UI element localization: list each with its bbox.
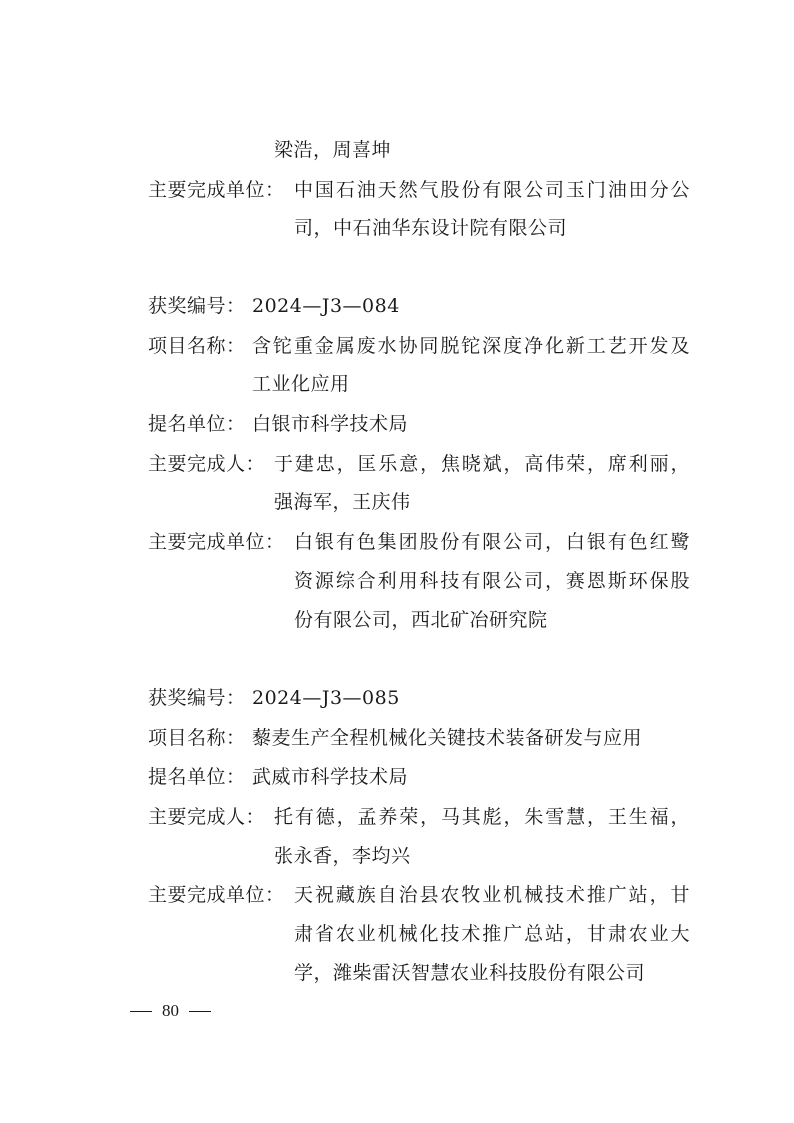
units-line-3-085: 学，潍柴雷沃智慧农业科技股份有限公司 xyxy=(294,962,646,984)
footer-dash-right xyxy=(189,1011,211,1012)
persons-line-1-084: 于建忠，匡乐意，焦晓斌，高伟荣，席利丽， xyxy=(274,453,690,475)
persons-line-2-085: 张永香，李均兴 xyxy=(274,845,411,867)
persons-label-085: 主要完成人： xyxy=(148,806,266,828)
award-label-084: 获奖编号： xyxy=(148,295,246,317)
project-name-line-1-084: 含铊重金属废水协同脱铊深度净化新工艺开发及 xyxy=(252,335,690,357)
project-name-085: 藜麦生产全程机械化关键技术装备研发与应用 xyxy=(252,727,643,749)
persons-line-2-084: 强海军，王庆伟 xyxy=(274,491,411,513)
nominator-label-085: 提名单位： xyxy=(148,766,246,788)
prev-persons-continuation: 梁浩，周喜坤 xyxy=(274,139,392,161)
units-line-1-084: 白银有色集团股份有限公司，白银有色红鹭 xyxy=(294,531,690,553)
award-number-084: 2024—J3—084 xyxy=(252,295,400,317)
project-label-085: 项目名称： xyxy=(148,727,246,749)
page-number: 80 xyxy=(162,1001,179,1020)
units-line-2-084: 资源综合利用科技有限公司，赛恩斯环保股 xyxy=(294,570,690,592)
project-name-line-2-084: 工业化应用 xyxy=(252,373,350,395)
units-label-085: 主要完成单位： xyxy=(148,884,285,906)
prev-units-line-2: 司，中石油华东设计院有限公司 xyxy=(294,217,568,239)
prev-units-line-1: 中国石油天然气股份有限公司玉门油田分公 xyxy=(294,179,690,201)
page-footer xyxy=(120,1000,221,1022)
nominator-085: 武威市科学技术局 xyxy=(252,766,409,788)
award-label-085: 获奖编号： xyxy=(148,687,246,709)
units-line-1-085: 天祝藏族自治县农牧业机械技术推广站，甘 xyxy=(294,884,690,906)
units-line-2-085: 肃省农业机械化技术推广总站，甘肃农业大 xyxy=(294,923,690,945)
project-label-084: 项目名称： xyxy=(148,335,246,357)
nominator-084: 白银市科学技术局 xyxy=(252,413,409,435)
persons-line-1-085: 托有德，孟养荣，马其彪，朱雪慧，王生福， xyxy=(274,806,690,828)
prev-units-label: 主要完成单位： xyxy=(148,179,285,201)
persons-label-084: 主要完成人： xyxy=(148,453,266,475)
footer-dash-left xyxy=(130,1011,152,1012)
units-label-084: 主要完成单位： xyxy=(148,531,285,553)
nominator-label-084: 提名单位： xyxy=(148,413,246,435)
award-number-085: 2024—J3—085 xyxy=(252,687,400,709)
units-line-3-084: 份有限公司，西北矿冶研究院 xyxy=(294,609,548,631)
